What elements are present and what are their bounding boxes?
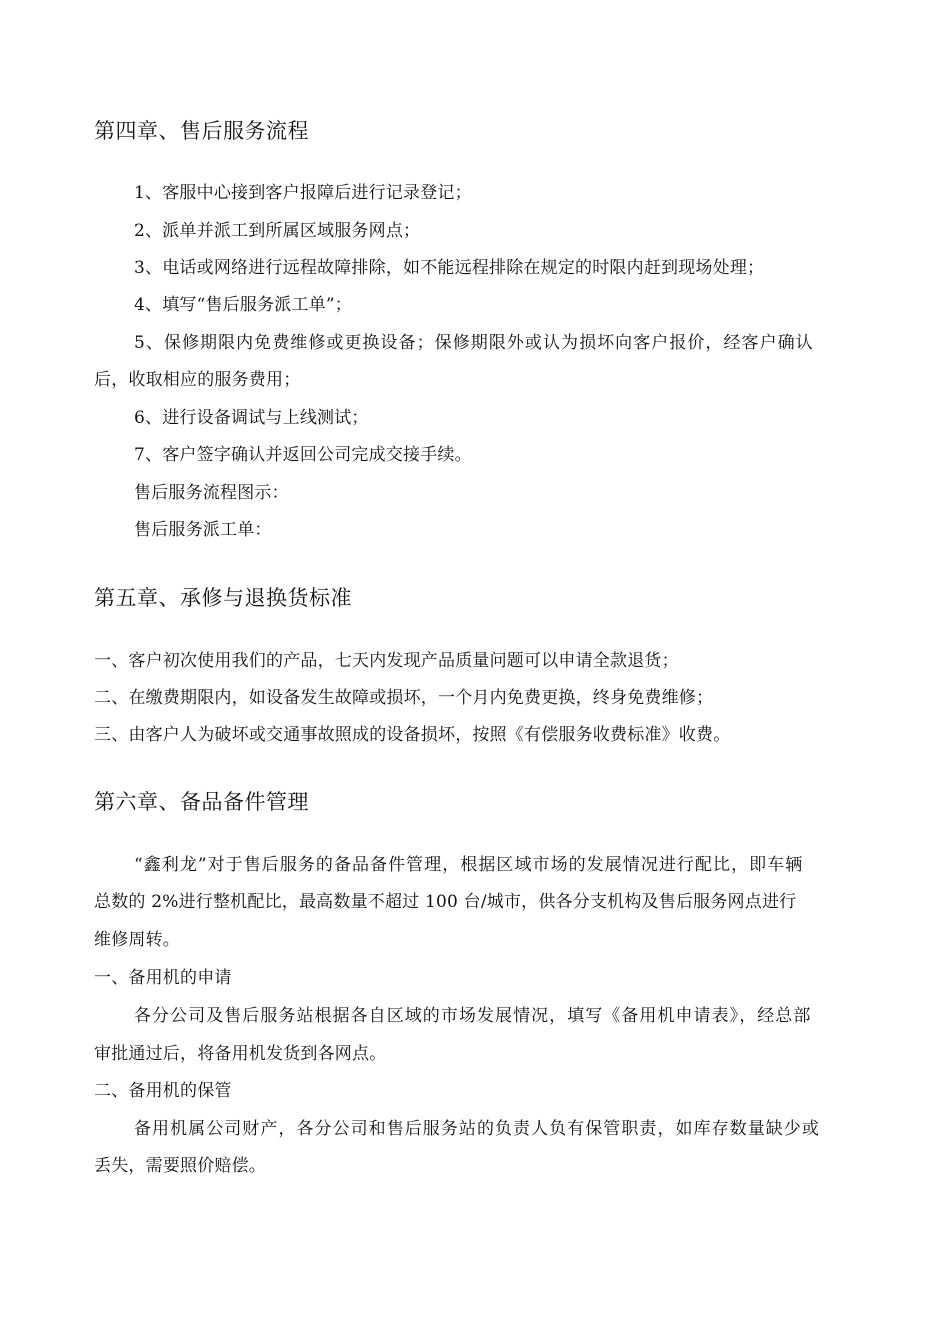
- chapter-4-step-6: 6、进行设备调试与上线测试；: [134, 408, 369, 428]
- chapter-4-step-5-continued: 后，收取相应的服务费用；: [94, 370, 301, 390]
- section-spare-storage-body-1: 备用机属公司财产，各分公司和售后服务站的负责人负有保管职责，如库存数量缺少或: [134, 1119, 820, 1139]
- flow-chart-label: 售后服务流程图示：: [134, 483, 289, 503]
- chapter-6-intro-line-2: 总数的 2%进行整机配比，最高数量不超过 100 台/城市，供各分支机构及售后服务网点进行: [94, 892, 797, 912]
- chapter-4-step-1: 1、客服中心接到客户报障后进行记录登记；: [134, 183, 472, 203]
- chapter-5-title: 第五章、承修与退换货标准: [94, 586, 352, 610]
- chapter-6-intro-line-1: “鑫利龙”对于售后服务的备品备件管理，根据区域市场的发展情况进行配比，即车辆: [134, 855, 804, 875]
- chapter-5-item-1: 一、客户初次使用我们的产品，七天内发现产品质量问题可以申请全款退货；: [94, 651, 679, 671]
- chapter-4-step-7: 7、客户签字确认并返回公司完成交接手续。: [134, 445, 472, 465]
- dispatch-form-label: 售后服务派工单：: [134, 520, 272, 540]
- chapter-4-step-2: 2、派单并派工到所属区域服务网点；: [134, 221, 421, 241]
- chapter-6-title: 第六章、备品备件管理: [94, 790, 309, 814]
- chapter-4-title: 第四章、售后服务流程: [94, 119, 309, 143]
- chapter-5-item-3: 三、由客户人为破坏或交通事故照成的设备损坏，按照《有偿服务收费标准》收费。: [94, 725, 731, 745]
- section-spare-application-body-2: 审批通过后，将备用机发货到各网点。: [94, 1044, 387, 1064]
- section-spare-storage-title: 二、备用机的保管: [94, 1081, 232, 1101]
- chapter-4-step-5: 5、保修期限内免费维修或更换设备；保修期限外或认为损坏向客户报价，经客户确认: [134, 333, 814, 353]
- chapter-4-step-3: 3、电话或网络进行远程故障排除，如不能远程排除在规定的时限内赶到现场处理；: [134, 258, 765, 278]
- section-spare-application-body-1: 各分公司及售后服务站根据各自区域的市场发展情况，填写《备用机申请表》，经总部: [134, 1006, 812, 1026]
- chapter-4-step-4: 4、填写“售后服务派工单”；: [134, 295, 352, 315]
- chapter-6-intro-line-3: 维修周转。: [94, 930, 180, 950]
- section-spare-application-title: 一、备用机的申请: [94, 968, 232, 988]
- chapter-5-item-2: 二、在缴费期限内，如设备发生故障或损坏，一个月内免费更换，终身免费维修；: [94, 688, 714, 708]
- section-spare-storage-body-2: 丢失，需要照价赔偿。: [94, 1156, 266, 1176]
